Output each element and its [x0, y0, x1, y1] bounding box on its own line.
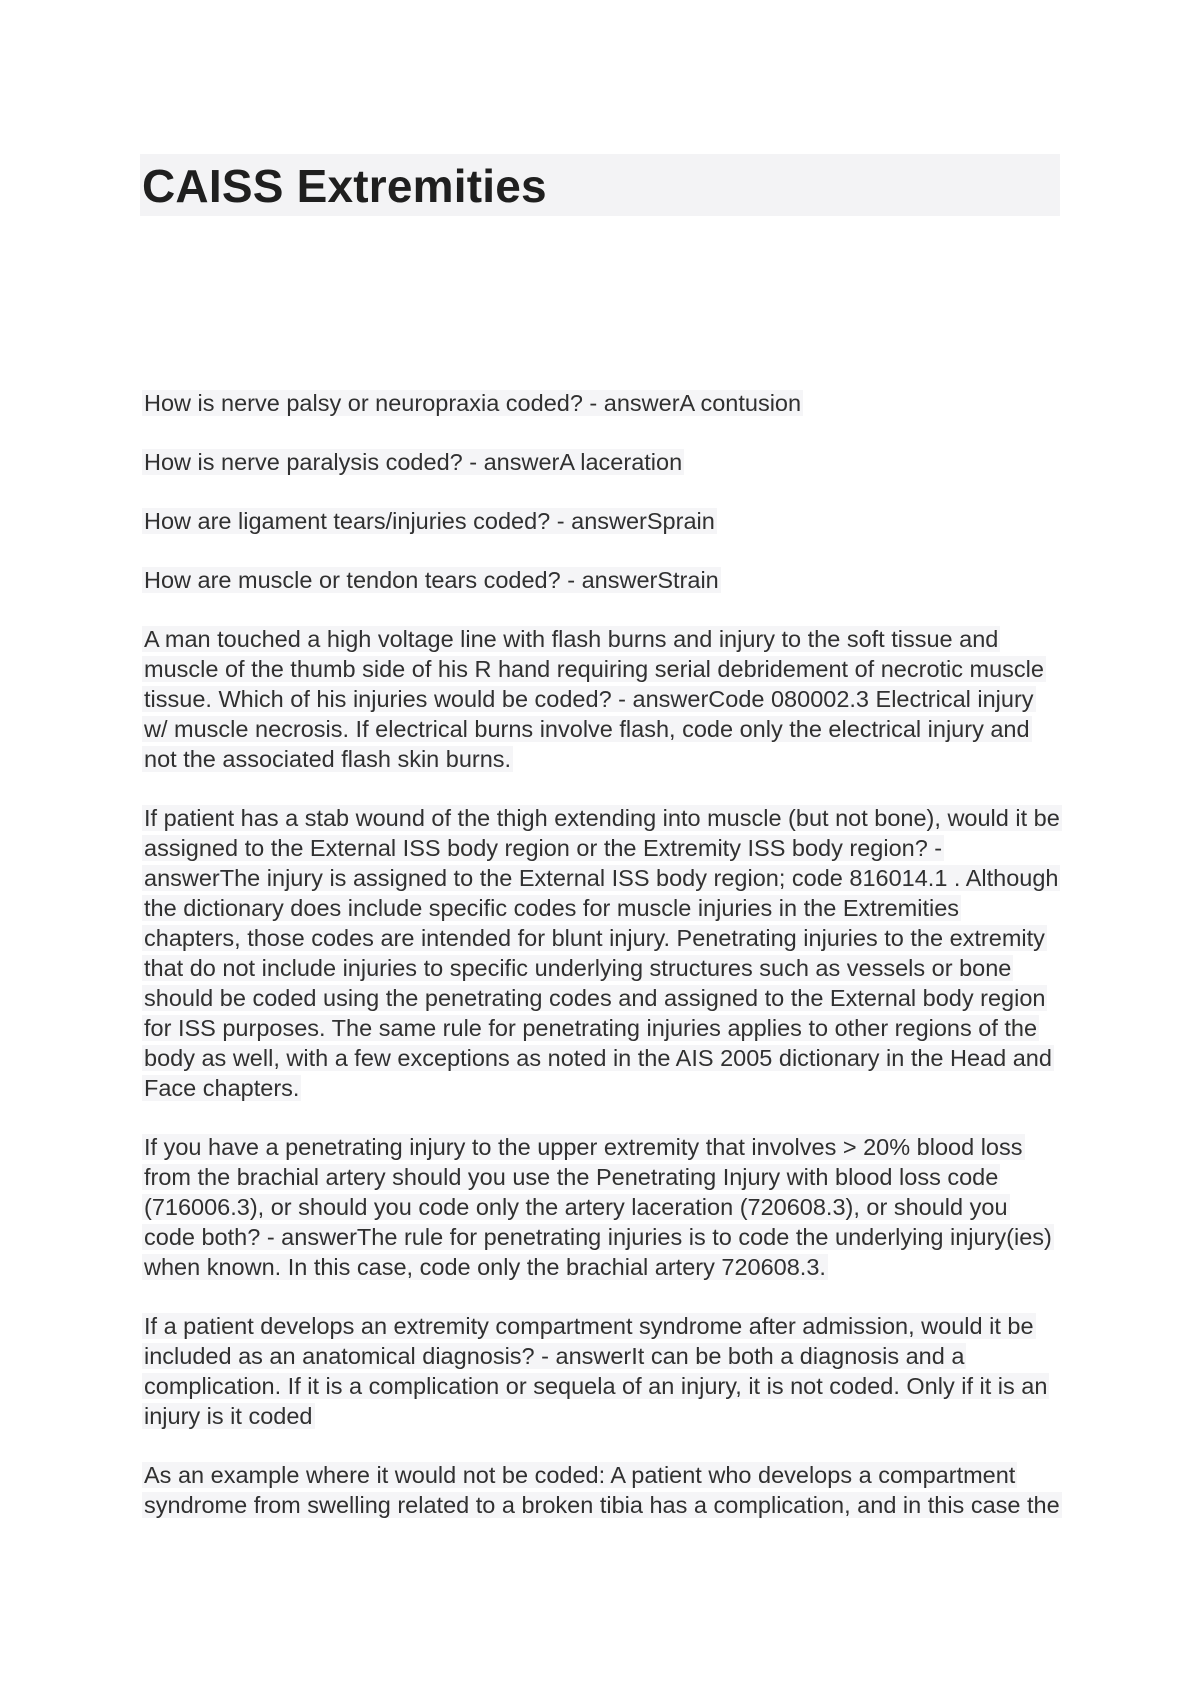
qa-item	[142, 447, 1062, 477]
qa-list	[142, 388, 1062, 1549]
qa-item	[142, 565, 1062, 595]
qa-item	[142, 624, 1062, 774]
qa-text: How are ligament tears/injuries coded? - answerSprain	[144, 508, 715, 534]
qa-item	[142, 803, 1062, 1103]
qa-text: A man touched a high voltage line with flash burns and injury to the soft tissue and muscle of the thumb side of his R hand requiring serial debridement of necrotic muscle tissue. Which of his injuries would be coded? - answerCode 080002.3 Electrical injury w/ muscle necrosis. If electrical burns involve flash, code only the electrical injury and not the associated flash skin burns.	[144, 626, 1044, 772]
qa-text: How are muscle or tendon tears coded? - answerStrain	[144, 567, 719, 593]
qa-text: How is nerve palsy or neuropraxia coded? - answerA contusion	[144, 390, 802, 416]
qa-item	[142, 1311, 1062, 1431]
qa-item	[142, 388, 1062, 418]
qa-text: If patient has a stab wound of the thigh extending into muscle (but not bone), would it be assigned to the External ISS body region or the Extremity ISS body region? - answerThe injury is assigned to the External ISS body region; code 816014.1 . Although the dictionary does include specific codes for muscle injuries in the Extremities chapters, those codes are intended for blunt injury. Penetrating injuries to the extremity that do not include injuries to specific underlying structures such as vessels or bone should be coded using the penetrating codes and assigned to the External body region for ISS purposes. The same rule for penetrating injuries applies to other regions of the body as well, with a few exceptions as noted in the AIS 2005 dictionary in the Head and Face chapters.	[144, 805, 1060, 1101]
qa-item	[142, 1460, 1062, 1520]
page-title: CAISS Extremities	[142, 160, 547, 212]
qa-item	[142, 1132, 1062, 1282]
qa-text: How is nerve paralysis coded? - answerA laceration	[144, 449, 683, 475]
qa-text: As an example where it would not be coded: A patient who develops a compartment syndrome from swelling related to a broken tibia has a complication, and in this case the	[144, 1462, 1060, 1518]
qa-text: If you have a penetrating injury to the upper extremity that involves > 20% blood loss from the brachial artery should you use the Penetrating Injury with blood loss code (716006.3), or should you code only the artery laceration (720608.3), or should you code both? - answerThe rule for penetrating injuries is to code the underlying injury(ies) when known. In this case, code only the brachial artery 720608.3.	[144, 1134, 1052, 1280]
qa-item	[142, 506, 1062, 536]
qa-text: If a patient develops an extremity compartment syndrome after admission, would it be included as an anatomical diagnosis? - answerIt can be both a diagnosis and a complication. If it is a complication or sequela of an injury, it is not coded. Only if it is an injury is it coded	[144, 1313, 1048, 1429]
